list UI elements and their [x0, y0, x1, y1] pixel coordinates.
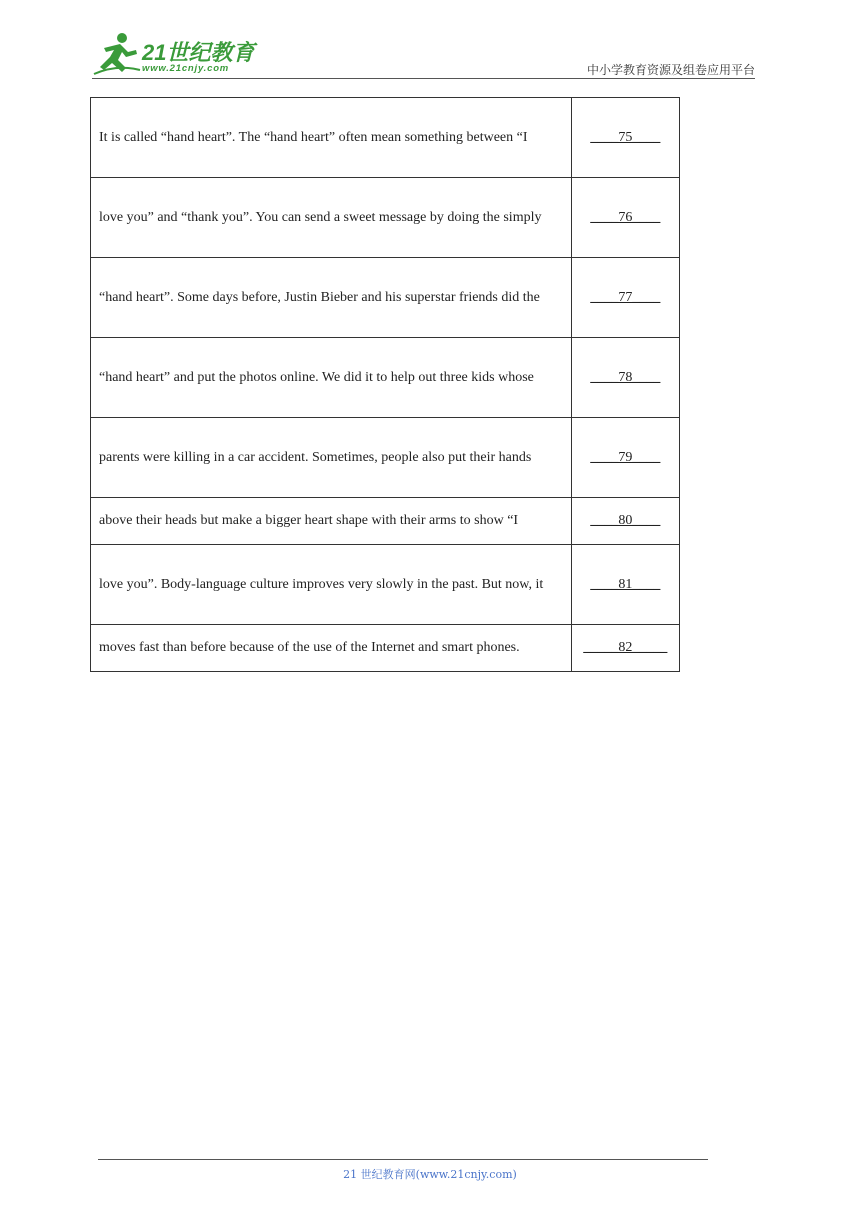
logo-url-text: www.21cnjy.com: [142, 63, 230, 74]
answer-blank[interactable]: ____77____: [590, 289, 661, 305]
table-row: [91, 418, 680, 498]
sentence-cell: parents were killing in a car accident. Sometimes, people also put their hands: [91, 418, 572, 498]
site-logo[interactable]: [92, 30, 262, 80]
answer-blank[interactable]: _____82_____: [583, 640, 668, 655]
answer-cell: [571, 498, 679, 545]
answer-cell: [571, 418, 679, 498]
sentence-cell: above their heads but make a bigger heart shape with their arms to show “I: [91, 498, 572, 545]
sentence-cell: “hand heart” and put the photos online. We did it to help out three kids whose: [91, 338, 572, 418]
answer-cell: [571, 338, 679, 418]
sentence-cell: moves fast than before because of the use of the Internet and smart phones.: [91, 625, 572, 672]
answer-blank[interactable]: ____79____: [590, 449, 661, 465]
table-row: [91, 545, 680, 625]
answer-blank[interactable]: ____80____: [590, 513, 661, 528]
answer-cell: [571, 545, 679, 625]
site-tagline: 中小学教育资源及组卷应用平台: [586, 63, 755, 77]
logo-brand-text: 21世纪教育: [142, 40, 255, 65]
answer-blank[interactable]: ____81____: [590, 576, 661, 592]
table-row: [91, 258, 680, 338]
table-row: [91, 98, 680, 178]
footer-divider: [98, 1159, 708, 1160]
table-row: [91, 625, 680, 672]
answer-blank[interactable]: ____78____: [590, 369, 661, 385]
answer-cell: [571, 178, 679, 258]
footer-link[interactable]: 21 世纪教育网(www.21cnjy.com): [343, 1168, 517, 1181]
table-row: [91, 178, 680, 258]
runner-logo-icon: [92, 30, 142, 76]
answer-blank[interactable]: ____76____: [590, 209, 661, 225]
sentence-cell: It is called “hand heart”. The “hand heart” often mean something between “I: [91, 98, 572, 178]
sentence-cell: “hand heart”. Some days before, Justin Bieber and his superstar friends did the: [91, 258, 572, 338]
answer-cell: [571, 258, 679, 338]
answer-blank[interactable]: ____75____: [590, 129, 661, 145]
sentence-cell: love you”. Body-language culture improves very slowly in the past. But now, it: [91, 545, 572, 625]
header-divider: [92, 78, 755, 79]
sentence-cell: love you” and “thank you”. You can send a sweet message by doing the simply: [91, 178, 572, 258]
answer-cell: [571, 625, 679, 672]
table-row: [91, 338, 680, 418]
page-header: [0, 0, 860, 80]
answer-cell: [571, 98, 679, 178]
question-table: [90, 97, 680, 672]
table-row: [91, 498, 680, 545]
